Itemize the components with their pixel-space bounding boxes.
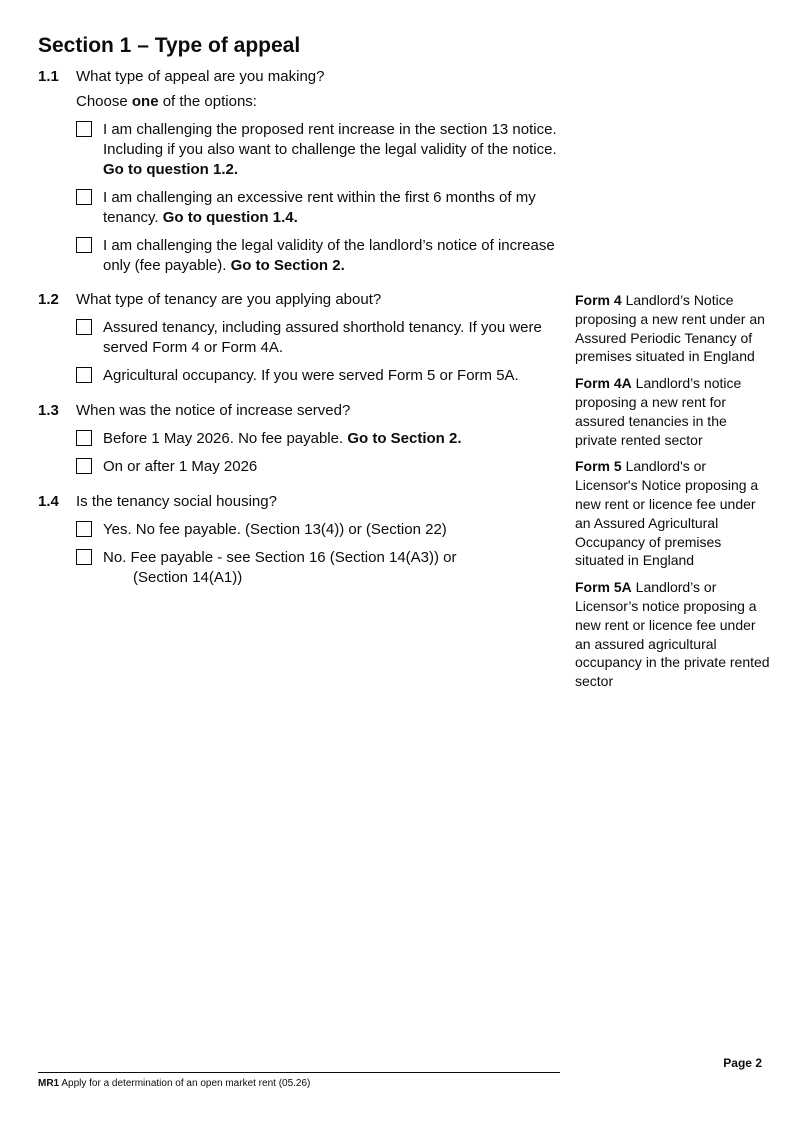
question-text: What type of tenancy are you applying about? xyxy=(76,291,382,308)
question-text: When was the notice of increase served? xyxy=(76,402,351,419)
option-social-no xyxy=(76,548,568,588)
option-goto: Go to Section 2. xyxy=(230,257,345,274)
option-label: Before 1 May 2026. No fee payable. xyxy=(103,430,348,447)
form-note-title: Form 5A xyxy=(575,579,632,596)
checkbox[interactable] xyxy=(76,430,92,446)
option-label: Assured tenancy, including assured shorthold tenancy. If you were served Form 4 or Form 4A. xyxy=(103,319,542,356)
form-note-desc: Landlord's or Licensor's Notice proposing a new rent or licence fee under an Assured Agricultural Occupancy of premises situated in England xyxy=(575,458,759,569)
option-on-or-after-date xyxy=(76,457,568,477)
checkbox[interactable] xyxy=(76,237,92,253)
question-text: Is the tenancy social housing? xyxy=(76,493,277,510)
question-1-4 xyxy=(38,492,568,588)
form-note xyxy=(575,291,770,366)
option-social-yes xyxy=(76,520,568,540)
option-agricultural-occupancy xyxy=(76,366,568,386)
question-text: What type of appeal are you making? xyxy=(76,68,325,85)
checkbox[interactable] xyxy=(76,367,92,383)
footer-divider xyxy=(38,1072,560,1073)
instruction: Choose one of the options: xyxy=(76,93,257,110)
checkbox[interactable] xyxy=(76,549,92,565)
question-number: 1.4 xyxy=(38,493,59,510)
form-note-title: Form 4A xyxy=(575,375,632,392)
footer-text xyxy=(38,1078,310,1089)
option-excessive-rent xyxy=(76,188,568,228)
form-note-title: Form 4 xyxy=(575,292,622,308)
option-challenge-increase xyxy=(76,120,568,180)
form-notes-sidebar xyxy=(575,291,770,699)
option-goto: Go to Section 2. xyxy=(347,430,462,447)
question-number: 1.2 xyxy=(38,291,59,308)
checkbox[interactable] xyxy=(76,121,92,137)
option-label: On or after 1 May 2026 xyxy=(103,458,258,475)
option-goto: Go to question 1.2. xyxy=(103,161,239,178)
option-assured-tenancy xyxy=(76,318,568,358)
option-goto: Go to question 1.4. xyxy=(162,209,298,226)
form-note xyxy=(575,457,770,570)
option-label: I am challenging the proposed rent increase in the section 13 notice. Including if you also want to challenge the legal validity of the notice. xyxy=(103,121,557,158)
question-number: 1.1 xyxy=(38,68,59,85)
checkbox[interactable] xyxy=(76,189,92,205)
instruction-emphasis: one xyxy=(131,93,159,110)
option-label: No. Fee payable - see Section 16 (Section 14(A3)) or xyxy=(103,549,457,566)
question-1-3 xyxy=(38,401,568,477)
option-label: I am challenging an excessive rent within the first 6 months of my tenancy. xyxy=(103,189,536,226)
form-code: MR1 xyxy=(38,1078,60,1089)
checkbox[interactable] xyxy=(76,458,92,474)
option-before-date xyxy=(76,429,568,449)
form-note xyxy=(575,374,770,449)
form-note-desc: Landlord’s notice proposing a new rent for assured tenancies in the private rented sector xyxy=(575,375,742,448)
form-note-desc: Landlord’s Notice proposing a new rent under an Assured Periodic Tenancy of premises situated in England xyxy=(575,292,765,365)
checkbox[interactable] xyxy=(76,319,92,335)
option-label: I am challenging the legal validity of the landlord’s notice of increase only (fee payable). xyxy=(103,237,555,274)
checkbox[interactable] xyxy=(76,521,92,537)
option-label-continued: (Section 14(A1)) xyxy=(133,569,243,586)
form-note-title: Form 5 xyxy=(575,458,622,475)
form-note xyxy=(575,578,770,691)
option-label: Agricultural occupancy. If you were served Form 5 or Form 5A. xyxy=(103,367,519,384)
question-1-2 xyxy=(38,290,568,386)
question-number: 1.3 xyxy=(38,402,59,419)
question-1-1 xyxy=(38,67,568,276)
form-title: Apply for a determination of an open market rent (05.26) xyxy=(59,1078,311,1089)
form-note-desc: Landlord’s or Licensor’s notice proposing a new rent or licence fee under an assured agricultural occupancy in the private rented sector xyxy=(575,579,770,690)
option-label: Yes. No fee payable. (Section 13(4)) or (Section 22) xyxy=(103,521,447,538)
option-legal-validity xyxy=(76,236,568,276)
page-number: Page 2 xyxy=(723,1056,762,1070)
section-title: Section 1 – Type of appeal xyxy=(38,34,301,57)
